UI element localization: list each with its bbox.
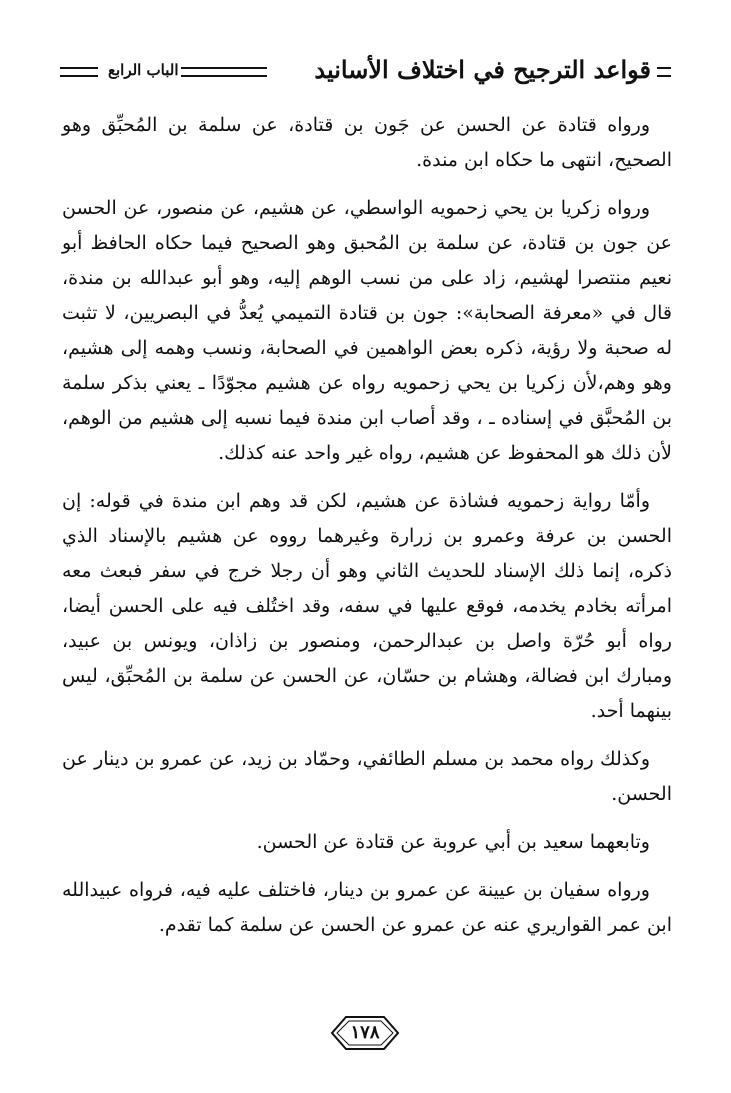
page-number: ١٧٨ [350, 1022, 380, 1043]
header-divider [181, 67, 267, 77]
header-divider-short [60, 67, 98, 77]
chapter-label: الباب الرابع [108, 61, 179, 79]
page-number-ornament [328, 1013, 402, 1053]
running-header [60, 55, 671, 89]
paragraph: ورواه زكريا بن يحي زحمويه الواسطي، عن هشيم، عن منصور، عن الحسن عن جون بن قتادة، عن سلمة بن المُحبق وهو الصحيح فيما حكاه الحافظ أبو نعيم منتصرا لهشيم، زاد على من نسب الوهم إليه، وهو أبو عبدالله بن مندة، قال في «معرفة الصحابة»: جون بن قتادة التميمي يُعدُّ في البصريين، لا تثبت له صحبة ولا رؤية، ذكره بعض الواهمين في الصحابة، ونسب وهمه إلى هشيم، وهو وهم،لأن زكريا بن يحي زحمويه رواه عن هشيم مجوّدًا ـ يعني بذكر سلمة بن المُحبَّق في إسناده ـ ، وقد أصاب ابن مندة فيما نسبه إلى هشيم من الوهم، لأن ذلك هو المحفوظ عن هشيم، رواه غير واحد عنه كذلك. [62, 197, 672, 464]
paragraph: وأمّا رواية زحمويه فشاذة عن هشيم، لكن قد وهم ابن مندة في قوله: إن الحسن بن عرفة وعمرو بن زرارة وغيرهما رووه عن هشيم بالإسناد الذي ذكره، إنما ذلك الإسناد للحديث الثاني وهو أن رجلا خرج في سفر فبعث معه امرأته بخادم يخدمه، فوقع عليها في سفه، وقد اختُلف فيه على الحسن أيضا، رواه أبو حُرّة واصل بن عبدالرحمن، ومنصور بن زاذان، ويونس بن عبيد، ومبارك ابن فضالة، وهشام بن حسّان، عن الحسن عن سلمة بن المُحبِّق، ليس بينهما أحد. [62, 490, 672, 722]
paragraph: ورواه سفيان بن عيينة عن عمرو بن دينار، فاختلف عليه فيه، فرواه عبيدالله ابن عمر القواريري عنه عن عمرو عن الحسن عن سلمة كما تقدم. [62, 879, 672, 936]
page-body [62, 108, 672, 956]
paragraph: ورواه قتادة عن الحسن عن جَون بن قتادة، عن سلمة بن المُحبِّق وهو الصحيح، انتهى ما حكاه ابن مندة. [62, 114, 672, 171]
paragraph: وتابعهما سعيد بن أبي عروبة عن قتادة عن الحسن. [256, 831, 650, 853]
book-title: قواعد الترجيح في اختلاف الأسانيد [314, 55, 671, 85]
paragraph: وكذلك رواه محمد بن مسلم الطائفي، وحمّاد بن زيد، عن عمرو بن دينار عن الحسن. [62, 748, 672, 805]
